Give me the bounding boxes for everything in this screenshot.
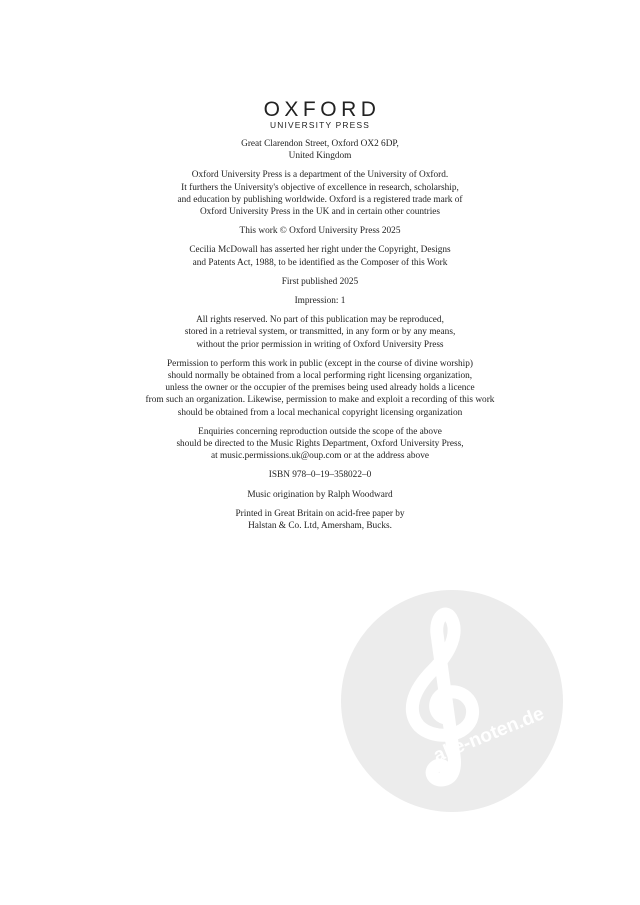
imprint-line: Cecilia McDowall has asserted her right under the Copyright, Designs (189, 245, 451, 256)
imprint-line: Oxford University Press in the UK and in certain other countries (199, 207, 441, 218)
imprint-paragraph (80, 358, 560, 419)
imprint-line: First published 2025 (281, 276, 359, 287)
imprint-line: without the prior permission in writing of Oxford University Press (196, 339, 444, 350)
imprint-paragraph (80, 314, 560, 351)
imprint-paragraph (80, 295, 560, 307)
imprint-paragraph (80, 469, 560, 481)
publisher-logo-title: OXFORD (263, 98, 381, 121)
imprint-line: from such an organization. Likewise, permission to make and exploit a recording of this work (145, 395, 495, 406)
imprint-line: Printed in Great Britain on acid-free paper by (235, 508, 405, 519)
imprint-line: United Kingdom (288, 151, 352, 162)
imprint-line: at music.permissions.uk@oup.com or at the address above (211, 451, 429, 462)
imprint-paragraph (80, 244, 560, 268)
imprint-paragraph (80, 426, 560, 463)
imprint-paragraph (80, 276, 560, 288)
publisher-logo-subtitle: UNIVERSITY PRESS (269, 120, 371, 130)
imprint-line: Oxford University Press is a department of the University of Oxford. (191, 170, 449, 181)
imprint-line: All rights reserved. No part of this publication may be reproduced, (196, 315, 444, 326)
imprint-paragraph (80, 508, 560, 532)
imprint-line: Great Clarendon Street, Oxford OX2 6DP, (241, 139, 399, 149)
imprint-line: should be obtained from a local mechanical copyright licensing organization (177, 407, 463, 418)
imprint-line: and education by publishing worldwide. Oxford is a registered trade mark of (177, 194, 463, 205)
imprint-line: It furthers the University's objective of excellence in research, scholarship, (181, 182, 459, 193)
imprint-paragraph (80, 169, 560, 218)
imprint-paragraphs (80, 138, 560, 532)
watermark (341, 590, 563, 812)
imprint-line: ISBN 978–0–19–358022–0 (268, 470, 372, 481)
imprint-line: Halstan & Co. Ltd, Amersham, Bucks. (248, 521, 392, 532)
imprint-block (80, 100, 560, 539)
imprint-line: and Patents Act, 1988, to be identified as the Composer of this Work (192, 257, 448, 268)
imprint-line: Impression: 1 (294, 296, 346, 307)
imprint-line: unless the owner or the occupier of the premises being used already holds a licence (165, 383, 475, 394)
imprint-line: Permission to perform this work in public (except in the course of divine worship) (167, 358, 473, 369)
imprint-line: Enquiries concerning reproduction outside the scope of the above (198, 426, 442, 437)
imprint-line: This work © Oxford University Press 2025 (239, 226, 401, 237)
imprint-paragraph (80, 138, 560, 162)
imprint-line: should be directed to the Music Rights Department, Oxford University Press, (176, 439, 464, 450)
imprint-paragraph (80, 489, 560, 501)
imprint-line: stored in a retrieval system, or transmitted, in any form or by any means, (184, 327, 456, 338)
imprint-line: should normally be obtained from a local performing right licensing organization, (167, 371, 473, 382)
imprint-line: Music origination by Ralph Woodward (247, 489, 393, 500)
watermark-text: alle-noten.de (430, 703, 548, 767)
imprint-paragraph (80, 225, 560, 237)
